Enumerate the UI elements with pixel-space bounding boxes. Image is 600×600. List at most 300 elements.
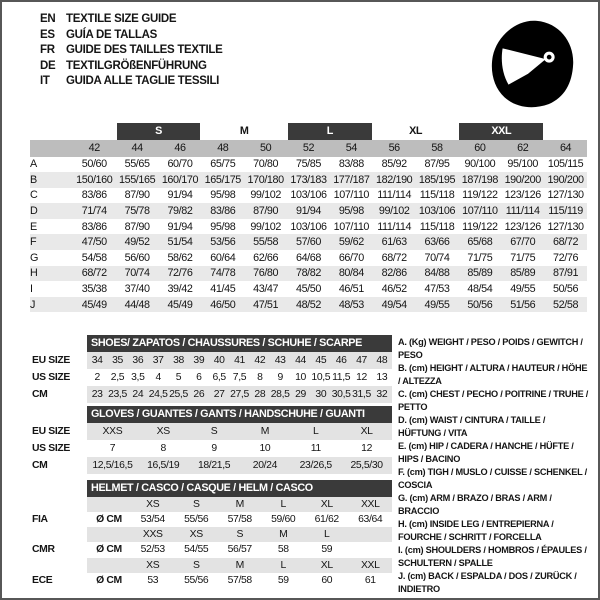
row-side-label (32, 527, 87, 542)
measurement-value: 115/119 (544, 203, 587, 219)
measurement-value: 70/74 (116, 266, 159, 282)
cell-value: 59/60 (271, 513, 296, 525)
size-group-label: XXL (459, 123, 543, 140)
measurement-value: 48/53 (330, 297, 373, 313)
cell-value: 10,5 (311, 371, 331, 383)
legend-item: D. (cm) WAIST / CINTURA / TAILLE / HÜFTUNG / VITA (398, 415, 546, 438)
measurement-value: 107/110 (333, 189, 370, 202)
cell-value: 61/62 (314, 513, 339, 525)
cell-value: 47 (356, 354, 367, 366)
measurement-value: 50/56 (458, 297, 501, 313)
helmet-icon-svg (478, 15, 586, 113)
sub-table-row (32, 542, 392, 557)
cell-value: 2 (94, 371, 100, 383)
cell-value: 52/53 (140, 544, 165, 556)
sub-table-row (32, 497, 392, 512)
size-group-label: L (288, 123, 372, 140)
cell-value: 13 (376, 371, 388, 383)
cell-value: 57/58 (227, 574, 252, 586)
measurement-value: 123/126 (504, 220, 541, 233)
size-number: 52 (287, 140, 330, 157)
measurement-value: 65/68 (458, 234, 501, 250)
row-letter: G (30, 251, 38, 264)
measurement-value: 64/68 (295, 251, 321, 264)
row-letter: D (30, 203, 73, 219)
measurement-value: 165/175 (201, 172, 244, 188)
legend-item: C. (cm) CHEST / PECHO / POITRINE / TRUHE / PETTO (398, 389, 589, 412)
cell-value: 9 (277, 371, 283, 383)
measurement-value: 71/75 (510, 251, 536, 264)
cell-value: 2,5 (110, 371, 125, 383)
spacer (32, 406, 87, 423)
measurement-value: 72/76 (553, 251, 579, 264)
measurement-value: 51/54 (159, 234, 202, 250)
sub-table-row (32, 352, 392, 369)
row-side-label: US SIZE (32, 371, 70, 383)
cell-value: 27,5 (230, 388, 249, 400)
measurement-value: 68/72 (73, 266, 116, 282)
measurement-value: 103/106 (416, 203, 459, 219)
measurement-value: 50/56 (553, 283, 579, 296)
cell-value: 10 (259, 442, 271, 454)
cell-value: XL (360, 425, 373, 437)
measurement-value: 103/106 (290, 220, 327, 233)
helmet-table-title: HELMET / CASCO / CASQUE / HELM / CASCO (87, 480, 392, 497)
cell-value: XS (146, 559, 160, 571)
measurement-row (30, 219, 587, 235)
cell-value: 53/54 (140, 513, 165, 525)
measurement-value: 45/49 (73, 297, 116, 313)
row-cells (87, 440, 392, 457)
row-letter: C (30, 189, 38, 202)
language-code: EN (40, 13, 56, 25)
row-cells (87, 558, 392, 573)
measurement-value: 123/126 (504, 189, 541, 202)
cell-value: 26 (193, 388, 205, 400)
language-title: TEXTILGRÖßENFÜHRUNG (66, 59, 207, 72)
measurement-row (30, 203, 587, 219)
row-cells (87, 497, 392, 512)
measurement-value: 160/170 (159, 172, 202, 188)
language-code: IT (40, 75, 50, 88)
measurement-value: 173/183 (287, 172, 330, 188)
cell-value: 35 (112, 354, 123, 366)
size-number: 46 (159, 140, 202, 157)
spacer (32, 335, 87, 352)
cell-value: 44 (295, 354, 306, 366)
measurement-value: 68/72 (544, 234, 587, 250)
shoes-table-body (32, 352, 392, 403)
legend-item: E. (cm) HIP / CADERA / HANCHE / HÜFTE / HIPS / BACINO (398, 441, 574, 464)
shoes-table (32, 335, 392, 403)
measurement-value: 54/58 (81, 251, 107, 264)
spacer (30, 122, 73, 140)
measurement-value: 83/86 (201, 203, 244, 219)
cell-value: 11,5 (332, 371, 351, 383)
cell-value: L (313, 425, 319, 437)
row-side-label: CMR (32, 544, 55, 556)
measurement-value: 58/62 (167, 251, 193, 264)
cell-value: 34 (91, 354, 103, 366)
measurement-value: 56/60 (124, 251, 150, 264)
measurement-row (30, 266, 587, 282)
cell-value: 61 (364, 574, 376, 586)
cell-value: XXS (102, 425, 123, 437)
cell-value: S (210, 425, 218, 437)
row-letter: E (30, 220, 37, 233)
measurement-value: 95/98 (210, 189, 236, 202)
measurement-value: 111/114 (501, 203, 544, 219)
cell-value: 7,5 (232, 371, 247, 383)
measurement-value: 67/70 (501, 234, 544, 250)
size-numbers-row (30, 140, 587, 157)
cell-value: XXS (142, 529, 163, 541)
cell-value: 25,5 (169, 388, 188, 400)
language-row (40, 12, 223, 28)
row-letter: F (30, 234, 73, 250)
cell-value: 30 (315, 388, 327, 400)
measurement-value: 83/86 (81, 220, 107, 233)
measurement-value: 46/52 (381, 283, 407, 296)
measurement-value: 37/40 (124, 283, 150, 296)
measurement-value: 95/100 (507, 158, 539, 171)
cell-value: 18/21,5 (197, 459, 231, 471)
cell-value: XL (320, 559, 333, 571)
measurement-value: 87/95 (424, 158, 450, 171)
measurement-value: 66/70 (338, 251, 364, 264)
language-row (40, 59, 223, 75)
helmet-icon (478, 15, 586, 113)
measurement-value: 45/49 (159, 297, 202, 313)
measurement-value: 187/198 (458, 172, 501, 188)
cell-value: M (260, 425, 270, 437)
gloves-table-header (32, 406, 392, 423)
measurement-value: 150/160 (73, 172, 116, 188)
shoes-table-title: SHOES/ ZAPATOS / CHAUSSURES / SCHUHE / SCARPE (87, 335, 392, 352)
measurement-value: 99/102 (250, 220, 281, 233)
cell-value: 36 (132, 354, 144, 366)
cell-value: 5 (175, 371, 182, 383)
cell-value: 60 (321, 574, 333, 586)
measurement-value: 190/200 (544, 172, 587, 188)
measurement-value: 60/64 (210, 251, 236, 264)
cell-value: 28,5 (270, 388, 290, 400)
measurement-value: 84/88 (416, 266, 459, 282)
main-size-table-body (30, 122, 587, 312)
sub-table-row (32, 558, 392, 573)
row-side-label: EU SIZE (32, 425, 70, 437)
cell-value: 7 (109, 442, 116, 454)
size-number: 54 (330, 140, 373, 157)
cell-value: 48 (376, 354, 388, 366)
measurement-value: 91/94 (167, 189, 193, 202)
measurement-value: 107/110 (333, 220, 370, 233)
cell-value: 43 (274, 354, 286, 366)
size-number: 48 (201, 140, 244, 157)
cell-value: 6,5 (212, 371, 226, 383)
cell-value: Ø CM (96, 544, 122, 556)
cell-value: L (280, 559, 286, 571)
row-letter: B (30, 172, 73, 188)
measurement-value: 170/180 (244, 172, 287, 188)
language-list (40, 12, 223, 90)
cell-value: XXL (360, 559, 380, 571)
cell-value: 31,5 (352, 388, 371, 400)
measurement-value: 85/92 (381, 158, 407, 171)
row-cells (87, 423, 392, 440)
measurement-value: 49/55 (416, 297, 459, 313)
size-number: 62 (501, 140, 544, 157)
cell-value: 11 (310, 442, 321, 454)
measurement-value: 103/106 (290, 189, 327, 202)
legend-item: G. (cm) ARM / BRAZO / BRAS / ARM / BRACCIO (398, 493, 552, 516)
measurement-value: 85/89 (458, 266, 501, 282)
measurement-row (30, 297, 587, 313)
measurement-value: 75/78 (116, 203, 159, 219)
measurement-value: 87/91 (544, 266, 587, 282)
sub-table-row (32, 440, 392, 457)
measurement-value: 71/75 (467, 251, 493, 264)
measurement-value: 87/90 (124, 189, 150, 202)
measurement-value: 43/47 (253, 283, 279, 296)
measurement-value: 71/74 (73, 203, 116, 219)
legend-item: B. (cm) HEIGHT / ALTURA / HAUTEUR / HÖHE / ALTEZZA (398, 363, 588, 386)
measurement-value: 78/82 (287, 266, 330, 282)
measurement-row (30, 172, 587, 188)
measurement-value: 119/122 (462, 189, 498, 202)
cell-value: L (280, 498, 286, 510)
size-number: 64 (544, 140, 587, 157)
measurement-value: 70/80 (253, 158, 279, 171)
measurement-value: 119/122 (462, 220, 498, 233)
sub-table-row (32, 369, 392, 386)
helmet-table-header (32, 480, 392, 497)
row-cells (87, 457, 392, 474)
cell-value: 25,5/30 (350, 459, 383, 471)
language-code: DE (40, 59, 56, 72)
measurement-value: 50/60 (81, 158, 107, 171)
size-group-label: XL (409, 124, 423, 137)
measurement-value: 46/51 (338, 283, 364, 296)
cell-value: 53 (147, 574, 159, 586)
size-group-m (201, 122, 287, 140)
measurement-value: 35/38 (81, 283, 107, 296)
language-title: GUIDE DES TAILLES TEXTILE (66, 44, 223, 57)
size-group-xl (373, 122, 459, 140)
cell-value (87, 527, 131, 542)
measurement-value: 105/115 (547, 158, 584, 171)
measurement-value: 47/51 (244, 297, 287, 313)
measurement-value: 87/90 (244, 203, 287, 219)
cell-value: XS (189, 529, 203, 541)
helmet-table-body (32, 497, 392, 589)
row-letter: H (30, 266, 73, 282)
measurement-value: 49/52 (116, 234, 159, 250)
size-number: 50 (244, 140, 287, 157)
size-number: 58 (416, 140, 459, 157)
language-title: TEXTILE SIZE GUIDE (66, 13, 177, 25)
cell-value (87, 558, 131, 573)
sub-table-row (32, 386, 392, 403)
cell-value: 45 (315, 354, 327, 366)
measurement-value: 90/100 (464, 158, 496, 171)
gloves-table-body (32, 423, 392, 474)
language-title: GUIDA ALLE TAGLIE TESSILI (66, 75, 220, 88)
measurement-value: 127/130 (547, 220, 584, 233)
measurement-value: 47/50 (73, 234, 116, 250)
size-group-label: S (117, 123, 201, 140)
cell-value: XS (146, 498, 160, 510)
language-title: GUÍA DE TALLAS (66, 28, 157, 41)
size-group-s (116, 122, 202, 140)
row-letter: A (30, 158, 37, 171)
measurement-value: 55/58 (244, 234, 287, 250)
row-cells (87, 527, 392, 542)
size-number: 44 (116, 140, 159, 157)
cell-value: 40 (213, 354, 225, 366)
measurement-value: 62/66 (253, 251, 279, 264)
measurement-value: 80/84 (330, 266, 373, 282)
measurement-value: 182/190 (373, 172, 416, 188)
measurement-value: 91/94 (167, 220, 193, 233)
measurement-value: 72/76 (159, 266, 202, 282)
cell-value: 24,5 (148, 388, 168, 400)
measurement-value: 48/52 (287, 297, 330, 313)
row-cells (87, 542, 392, 557)
main-size-table (30, 122, 587, 312)
measurement-value: 82/86 (373, 266, 416, 282)
measurement-value: 155/165 (116, 172, 159, 188)
row-side-label: CM (32, 459, 48, 471)
measurement-value: 83/86 (81, 189, 107, 202)
size-group-label: M (239, 124, 249, 137)
language-code: FR (40, 44, 55, 57)
cell-value: 46 (335, 354, 347, 366)
cell-value: 59 (277, 574, 289, 586)
cell-value: 42 (254, 354, 266, 366)
cell-value: 9 (211, 442, 217, 454)
measurement-row (30, 157, 587, 173)
measurement-value: 51/56 (501, 297, 544, 313)
cell-value: L (324, 529, 330, 541)
cell-value: 58 (277, 544, 289, 556)
cell-value: 38 (173, 354, 184, 366)
cell-value (87, 497, 131, 512)
cell-value: S (192, 559, 200, 571)
cell-value: 56/57 (227, 544, 252, 556)
row-side-label (32, 497, 87, 512)
row-side-label: CM (32, 388, 48, 400)
sub-table-row (32, 512, 392, 527)
measurement-value: 70/74 (424, 251, 450, 264)
cell-value: 4 (155, 371, 161, 383)
measurement-value: 45/50 (295, 283, 321, 296)
measurement-value: 83/88 (338, 158, 364, 171)
cell-value: 41 (234, 354, 245, 366)
measurement-value: 46/50 (201, 297, 244, 313)
measurement-value: 115/118 (419, 189, 455, 202)
cell-value: 16,5/19 (147, 459, 180, 471)
cell-value: S (236, 529, 244, 541)
cell-value: XXL (360, 498, 380, 510)
size-number: 60 (458, 140, 501, 157)
measurement-row (30, 250, 587, 266)
measurement-value: 111/114 (377, 220, 412, 233)
cell-value: 57/58 (227, 513, 252, 525)
cell-value: 12 (356, 371, 367, 383)
cell-value: 12,5/16,5 (92, 459, 133, 471)
measurement-value: 85/89 (501, 266, 544, 282)
measurement-value: 91/94 (287, 203, 330, 219)
sub-table-row (32, 573, 392, 588)
size-number: 42 (73, 140, 116, 157)
row-letter: J (30, 297, 73, 313)
measurement-value: 99/102 (250, 189, 281, 202)
legend-item: F. (cm) TIGH / MUSLO / CUISSE / SCHENKEL / COSCIA (398, 467, 587, 490)
size-group-row (30, 122, 587, 140)
cell-value: XS (156, 425, 170, 437)
measurement-value: 41/45 (210, 283, 236, 296)
cell-value: 28 (254, 388, 266, 400)
measurement-value: 95/98 (210, 220, 236, 233)
cell-value: 55/56 (184, 513, 209, 525)
spacer (73, 122, 116, 140)
row-cells (87, 369, 392, 386)
gloves-table (32, 406, 392, 474)
cell-value: 32 (376, 388, 388, 400)
measurement-row (30, 281, 587, 297)
measurement-value: 52/58 (544, 297, 587, 313)
legend-item: J. (cm) BACK / ESPALDA / DOS / ZURÜCK / INDIETRO (398, 571, 577, 594)
measurement-value: 65/75 (210, 158, 236, 171)
spacer (32, 480, 87, 497)
cell-value: 20/24 (252, 459, 278, 471)
measurement-value: 107/110 (458, 203, 501, 219)
sub-table-row (32, 457, 392, 474)
language-code: ES (40, 28, 55, 41)
row-cells (87, 386, 392, 403)
measurement-value: 44/48 (116, 297, 159, 313)
size-number: 56 (373, 140, 416, 157)
legend-item: A. (Kg) WEIGHT / PESO / POIDS / GEWITCH / PESO (398, 337, 583, 360)
language-row (40, 28, 223, 44)
row-side-label: EU SIZE (32, 354, 70, 366)
cell-value: 10 (295, 371, 306, 383)
measurement-value: 48/54 (467, 283, 493, 296)
measurement-value: 59/62 (330, 234, 373, 250)
sub-table-row (32, 527, 392, 542)
measurement-value: 76/80 (244, 266, 287, 282)
gloves-table-title: GLOVES / GUANTES / GANTS / HANDSCHUHE / GUANTI (87, 406, 392, 423)
measurement-value: 63/66 (416, 234, 459, 250)
measurement-row (30, 234, 587, 250)
row-letter: I (30, 283, 33, 296)
cell-value: Ø CM (96, 513, 122, 525)
sub-table-row (32, 423, 392, 440)
measurement-value: 185/195 (416, 172, 459, 188)
cell-value: 23 (91, 388, 103, 400)
measurement-value: 177/187 (330, 172, 373, 188)
measurement-value: 49/54 (373, 297, 416, 313)
cell-value: 59 (321, 544, 333, 556)
measurement-value: 61/63 (373, 234, 416, 250)
measurement-value: 68/72 (381, 251, 407, 264)
measurement-value: 99/102 (373, 203, 416, 219)
measurement-value: 95/98 (330, 203, 373, 219)
row-cells (87, 512, 392, 527)
measurement-value: 127/130 (547, 189, 584, 202)
cell-value: 39 (193, 354, 205, 366)
